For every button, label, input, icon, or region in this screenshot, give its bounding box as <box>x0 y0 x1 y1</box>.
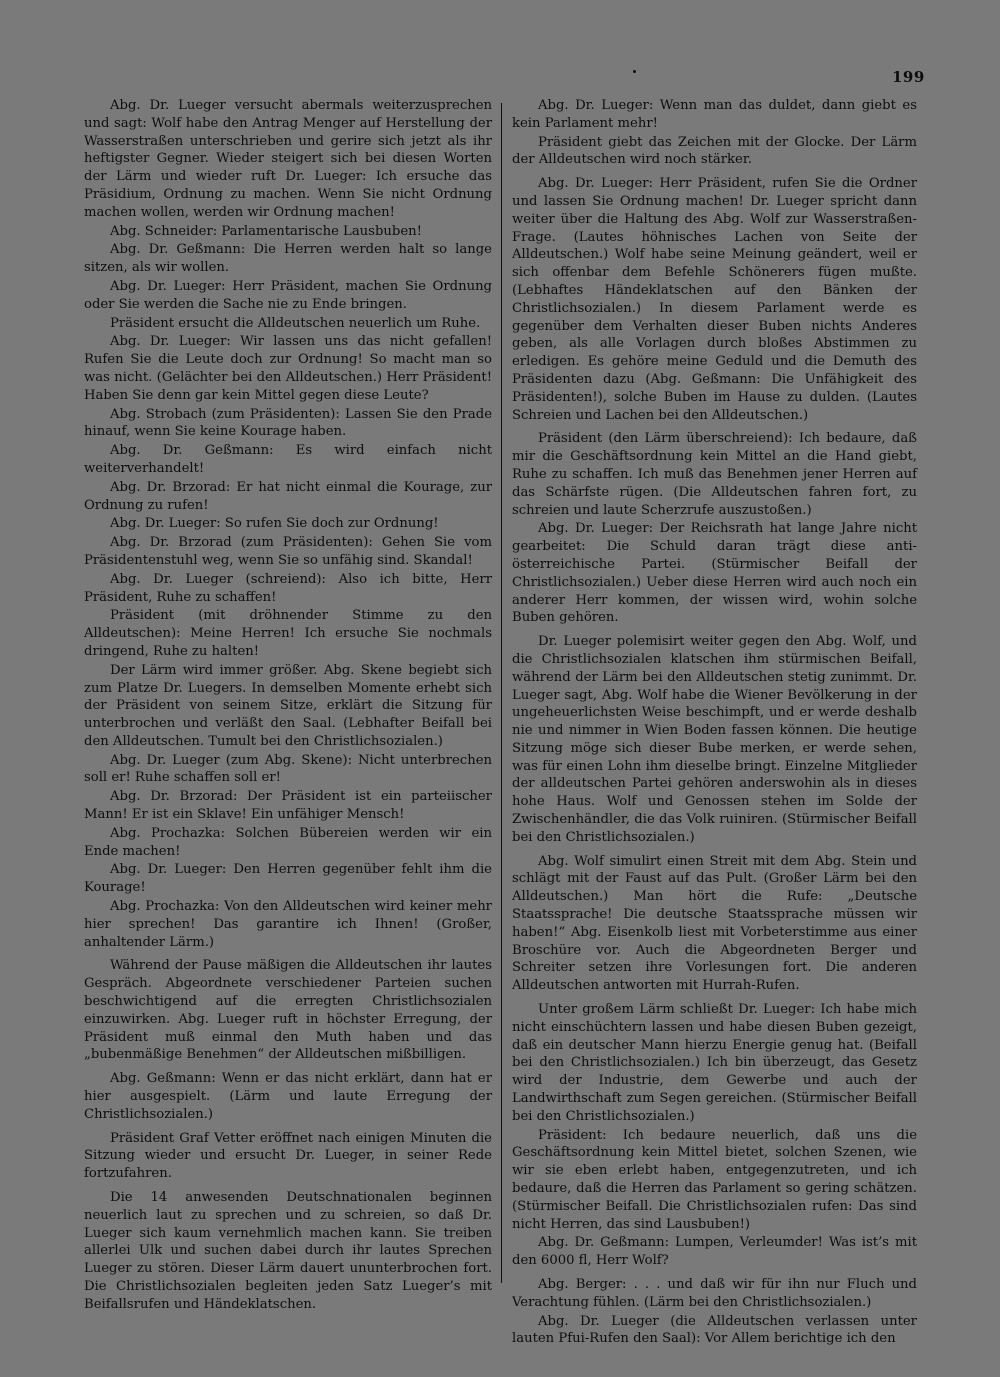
paragraph: Der Lärm wird immer größer. Abg. Skene begiebt sich zum Platze Dr. Luegers. In demselben Momente erhebt sich der Präsident von seinem Sitze, erklärt die Sitzung für unterbrochen und verläßt den Saal. (Lebhafter Beifall bei den Alldeutschen. Tumult bei den Christlichsozialen.) <box>84 662 492 749</box>
paragraph: Abg. Dr. Lueger: Herr Präsident, machen Sie Ordnung oder Sie werden die Sache nie zu Ende bringen. <box>84 278 492 312</box>
paragraph: Abg. Dr. Lueger versucht abermals weiterzusprechen und sagt: Wolf habe den Antrag Menger auf Herstellung der Wasserstraßen unterschrieben und gerire sich jetzt als ihr heftigster Gegner. Wieder steigert sich bei diesen Worten der Lärm und wieder ruft Dr. Lueger: Ich ersuche das Präsidium, Ordnung zu machen. Wenn Sie nicht Ordnung machen wollen, werden wir Ordnung machen! <box>84 98 492 220</box>
paragraph: Präsident ersucht die Alldeutschen neuerlich um Ruhe. <box>110 315 481 331</box>
paragraph: Unter großem Lärm schließt Dr. Lueger: Ich habe mich nicht einschüchtern lassen und habe diesen Buben gezeigt, daß ein deutscher Mann hierzu Energie genug hat. (Beifall bei den Christlichsozialen.) Ich bin überzeugt, das Gesetz wird der Industrie, dem Gewerbe und auch der Landwirthschaft zum Segen gereichen. (Stürmischer Beifall bei den Christlichsozialen.) <box>512 1002 917 1124</box>
paragraph: Präsident (mit dröhnender Stimme zu den Alldeutschen): Meine Herren! Ich ersuche Sie nochmals dringend, Ruhe zu halten! <box>84 608 492 659</box>
paragraph: Abg. Dr. Geßmann: Es wird einfach nicht weiterverhandelt! <box>84 443 492 476</box>
paragraph: Abg. Dr. Brzorad: Der Präsident ist ein parteiischer Mann! Er ist ein Sklave! Ein unfähiger Mensch! <box>84 789 492 823</box>
page-number: 199 <box>892 68 925 86</box>
paragraph: Abg. Schneider: Parlamentarische Lausbuben! <box>110 223 422 239</box>
column-divider <box>501 103 502 1283</box>
paragraph: Abg. Strobach (zum Präsidenten): Lassen Sie den Prade hinauf, wenn Sie keine Kourage haben. <box>84 406 492 440</box>
paragraph: Abg. Dr. Brzorad: Er hat nicht einmal die Kourage, zur Ordnung zu rufen! <box>84 479 492 513</box>
left-column <box>84 97 492 1315</box>
paragraph: Dr. Lueger polemisirt weiter gegen den Abg. Wolf, und die Christlichsozialen klatschen ihm stürmischen Beifall, während der Lärm bei den Alldeutschen stetig zunimmt. Dr. Lueger sagt, Abg. Wolf habe die Wiener Bevölkerung in der ungeheuerlichsten Weise beschimpft, und er werde deshalb nie und nimmer in Wien Boden fassen können. Die heutige Sitzung möge sich dieser Bube merken, er werde sehen, was für einen Lohn ihm dieselbe bringt. Einzelne Mitglieder der alldeutschen Partei gehören anderswohin als in dieses hohe Haus. Wolf und Genossen stehen im Solde der Zwischenhändler, die das Volk ruiniren. (Stürmischer Beifall bei den Christlichsozialen.) <box>512 634 917 845</box>
paragraph: Präsident Graf Vetter eröffnet nach einigen Minuten die Sitzung wieder und ersucht Dr. Lueger, in seiner Rede fortzufahren. <box>84 1130 492 1182</box>
paragraph: Abg. Dr. Lueger: Wir lassen uns das nicht gefallen! Rufen Sie die Leute doch zur Ordnung! So macht man so was nicht. (Gelächter bei den Alldeutschen.) Herr Präsident! Haben Sie denn gar kein Mittel gegen diese Leute? <box>84 334 492 403</box>
paragraph: Abg. Prochazka: Von den Alldeutschen wird keiner mehr hier sprechen! Das garantire ich Ihnen! (Großer, anhaltender Lärm.) <box>84 899 492 950</box>
paragraph: Abg. Dr. Lueger: Herr Präsident, rufen Sie die Ordner und lassen Sie Ordnung machen! Dr. Lueger spricht dann weiter über die Haltung des Abg. Wolf zur Wasserstraßen-Frage. (Lautes höhnisches Lachen von Seite der Alldeutschen.) Wolf habe seine Meinung geändert, weil er sich offenbar dem Befehle Schönerers fügen mußte. (Lebhaftes Händeklatschen auf den Bänken der Christlichsozialen.) In diesem Parlament werde es gegenüber dem Verhalten dieser Buben nichts Anderes geben, als alle Vorlagen durch bloßes Abstimmen zu erledigen. Es gehöre meine Geduld und die Demuth des Präsidenten dazu (Abg. Geßmann: Die Unfähigkeit des Präsidenten!), solche Buben im Hause zu dulden. (Lautes Schreien und Lachen bei den Alldeutschen.) <box>512 176 917 423</box>
paragraph: Abg. Dr. Lueger: Der Reichsrath hat lange Jahre nicht gearbeitet: Die Schuld daran trägt diese anti-österreichische Partei. (Stürmischer Beifall der Christlichsozialen.) Ueber diese Herren wird auch noch ein anderer Herr kommen, der wissen wird, wohin solche Buben gehören. <box>512 521 917 626</box>
paragraph: Abg. Geßmann: Wenn er das nicht erklärt, dann hat er hier ausgespielt. (Lärm und laute Erregung der Christlichsozialen.) <box>84 1071 492 1122</box>
right-column <box>512 97 917 1349</box>
paragraph: Abg. Dr. Lueger (zum Abg. Skene): Nicht unterbrechen soll er! Ruhe schaffen soll er! <box>84 752 492 786</box>
paragraph: Abg. Dr. Lueger (schreiend): Also ich bitte, Herr Präsident, Ruhe zu schaffen! <box>84 571 492 605</box>
paragraph: Abg. Prochazka: Solchen Bübereien werden wir ein Ende machen! <box>84 825 492 859</box>
paragraph: Abg. Berger: . . . und daß wir für ihn nur Fluch und Verachtung fühlen. (Lärm bei den Christlichsozialen.) <box>512 1277 917 1310</box>
paragraph: Präsident giebt das Zeichen mit der Glocke. Der Lärm der Alldeutschen wird noch stärker. <box>512 134 917 168</box>
paragraph: Abg. Dr. Geßmann: Lumpen, Verleumder! Was ist’s mit den 6000 fl, Herr Wolf? <box>512 1235 917 1269</box>
paragraph: Abg. Dr. Brzorad (zum Präsidenten): Gehen Sie vom Präsidentenstuhl weg, wenn Sie so unfähig sind. Skandal! <box>84 535 492 568</box>
paragraph: Während der Pause mäßigen die Alldeutschen ihr lautes Gespräch. Abgeordnete verschiedener Parteien suchen beschwichtigend auf die erregten Christlichsozialen einzuwirken. Abg. Lueger ruft in höchster Erregung, der Präsident muß einmal den Muth haben und das „bubenmäßige Benehmen“ der Alldeutschen mißbilligen. <box>84 958 492 1063</box>
paragraph: Abg. Dr. Lueger (die Alldeutschen verlassen unter lauten Pfui-Rufen den Saal): Vor Allem berichtige ich den <box>512 1313 917 1347</box>
paragraph: Die 14 anwesenden Deutschnationalen beginnen neuerlich laut zu sprechen und zu schreien, so daß Dr. Lueger sich kaum vernehmlich machen kann. Sie treiben allerlei Ulk und suchen dabei durch ihr lautes Sprechen Lueger zu stören. Dieser Lärm dauert ununterbrochen fort. Die Christlichsozialen begleiten jeden Satz Lueger’s mit Beifallsrufen und Händeklatschen. <box>84 1190 492 1312</box>
paragraph: Abg. Dr. Lueger: Wenn man das duldet, dann giebt es kein Parlament mehr! <box>512 98 917 131</box>
paragraph: Abg. Dr. Lueger: Den Herren gegenüber fehlt ihm die Kourage! <box>84 862 492 896</box>
paragraph: Abg. Dr. Lueger: So rufen Sie doch zur Ordnung! <box>110 516 439 532</box>
paragraph: Abg. Wolf simulirt einen Streit mit dem Abg. Stein und schlägt mit der Faust auf das Pult. (Großer Lärm bei den Alldeutschen.) Man hört die Rufe: „Deutsche Staatssprache! Die deutsche Staatssprache müssen wir haben!“ Abg. Eisenkolb liest mit Vorbeterstimme aus einer Broschüre vor. Auch die Abgeordneten Berger und Schreiter setzen ihre Vorlesungen fort. Die anderen Alldeutschen antworten mit Hurrah-Rufen. <box>512 853 917 994</box>
page-dot <box>633 70 636 73</box>
paragraph: Abg. Dr. Geßmann: Die Herren werden halt so lange sitzen, als wir wollen. <box>84 242 492 276</box>
paragraph: Präsident: Ich bedaure neuerlich, daß uns die Geschäftsordnung kein Mittel bietet, solchen Szenen, wie wir sie eben erlebt haben, entgegenzutreten, und ich bedaure, daß die Herren das Parlament so gering schätzen. (Stürmischer Beifall. Die Christlichsozialen rufen: Das sind nicht Herren, das sind Lausbuben!) <box>512 1127 917 1232</box>
paragraph: Präsident (den Lärm überschreiend): Ich bedaure, daß mir die Geschäftsordnung kein Mittel an die Hand giebt, Ruhe zu schaffen. Ich muß das Benehmen jener Herren auf das Schärfste rügen. (Die Alldeutschen fahren fort, zu schreien und laute Scherzrufe auszustoßen.) <box>512 431 917 518</box>
